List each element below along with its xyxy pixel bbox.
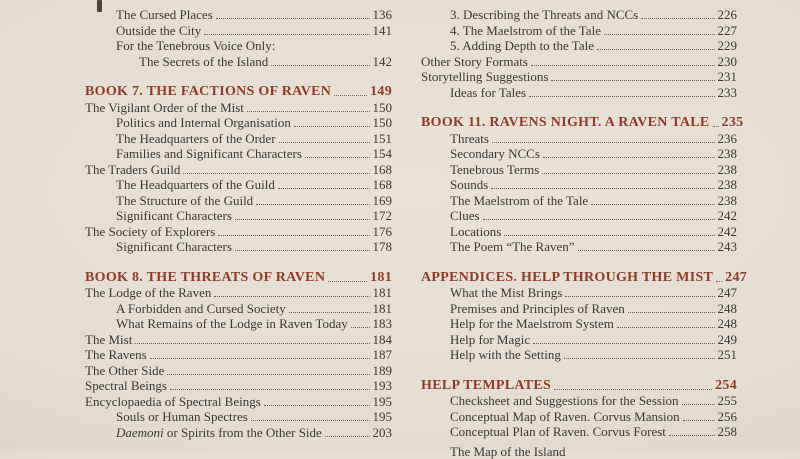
dot-leader bbox=[294, 126, 370, 127]
toc-entry bbox=[85, 208, 392, 224]
dot-leader bbox=[256, 204, 369, 205]
dot-leader bbox=[713, 126, 719, 127]
entry-label: Souls or Human Spectres bbox=[116, 409, 248, 425]
entry-label: The Mist bbox=[85, 332, 132, 348]
page-number: 169 bbox=[373, 193, 393, 209]
dot-leader bbox=[554, 389, 712, 390]
entry-label: Checksheet and Suggestions for the Session bbox=[450, 393, 679, 409]
page-number: 236 bbox=[718, 131, 738, 147]
page-number: 235 bbox=[722, 115, 744, 131]
entry-label: Help with the Setting bbox=[450, 347, 561, 363]
dot-leader bbox=[483, 219, 715, 220]
dot-leader bbox=[542, 173, 714, 174]
toc-entry bbox=[85, 332, 392, 348]
entry-label: The Structure of the Guild bbox=[116, 193, 253, 209]
dot-leader bbox=[150, 358, 370, 359]
entry-label bbox=[116, 425, 322, 441]
entry-label: HELP TEMPLATES bbox=[421, 378, 551, 394]
page-number: 181 bbox=[373, 301, 393, 317]
toc-entry bbox=[421, 224, 737, 240]
dot-leader bbox=[216, 18, 370, 19]
page-number: 178 bbox=[373, 239, 393, 255]
entry-label: The Map of the Island bbox=[450, 444, 566, 459]
toc-entry bbox=[85, 425, 392, 441]
page-number: 168 bbox=[373, 177, 393, 193]
toc-entry bbox=[421, 332, 737, 348]
toc-entry bbox=[421, 146, 737, 162]
dot-leader bbox=[247, 111, 370, 112]
dot-leader bbox=[504, 235, 714, 236]
dot-leader bbox=[325, 436, 370, 437]
toc-entry bbox=[421, 23, 737, 39]
dot-leader bbox=[531, 65, 715, 66]
toc-entry bbox=[421, 7, 737, 23]
page-number: 242 bbox=[718, 208, 738, 224]
dot-leader bbox=[551, 80, 714, 81]
entry-label: Spectral Beings bbox=[85, 378, 167, 394]
entry-label: Help for the Maelstrom System bbox=[450, 316, 614, 332]
entry-label: The Lodge of the Raven bbox=[85, 285, 211, 301]
dot-leader bbox=[604, 34, 715, 35]
entry-label: The Society of Explorers bbox=[85, 224, 215, 240]
page-number: 141 bbox=[373, 23, 393, 39]
page-number: 230 bbox=[718, 54, 738, 70]
dot-leader bbox=[491, 188, 714, 189]
entry-label-rest: or Spirits from the Other Side bbox=[164, 425, 322, 440]
entry-label: The Secrets of the Island bbox=[139, 54, 268, 70]
entry-label: BOOK 11. RAVENS NIGHT. A RAVEN TALE bbox=[421, 115, 710, 131]
toc-entry bbox=[421, 409, 737, 425]
page-number: 151 bbox=[373, 131, 393, 147]
toc-entry bbox=[421, 162, 737, 178]
page-number: 184 bbox=[373, 332, 393, 348]
page-number: 238 bbox=[718, 162, 738, 178]
entry-label: Sounds bbox=[450, 177, 488, 193]
page-number: 258 bbox=[718, 424, 738, 440]
entry-label: BOOK 8. THE THREATS OF RAVEN bbox=[85, 270, 325, 286]
dot-leader bbox=[529, 96, 714, 97]
dot-leader bbox=[204, 34, 369, 35]
page-number: 238 bbox=[718, 177, 738, 193]
dot-leader bbox=[564, 358, 715, 359]
page-number: 229 bbox=[718, 38, 738, 54]
entry-label: Encyclopaedia of Spectral Beings bbox=[85, 394, 261, 410]
entry-label: For the Tenebrous Voice Only: bbox=[116, 38, 275, 54]
toc-entry bbox=[85, 131, 392, 147]
toc-entry bbox=[85, 409, 392, 425]
page-number: 251 bbox=[718, 347, 738, 363]
entry-label: 5. Adding Depth to the Tale bbox=[450, 38, 594, 54]
entry-label: Threats bbox=[450, 131, 489, 147]
page-number: 193 bbox=[373, 378, 393, 394]
toc-entry bbox=[421, 285, 737, 301]
page-number: 195 bbox=[373, 394, 393, 410]
page-number: 231 bbox=[718, 69, 738, 85]
dot-leader bbox=[682, 404, 715, 405]
dot-leader bbox=[334, 95, 367, 96]
dot-leader bbox=[305, 157, 370, 158]
dot-leader bbox=[683, 420, 715, 421]
entry-label: Clues bbox=[450, 208, 480, 224]
entry-label: The Vigilant Order of the Mist bbox=[85, 100, 244, 116]
entry-label: 3. Describing the Threats and NCCs bbox=[450, 7, 638, 23]
toc-entry bbox=[421, 444, 737, 459]
toc-entry bbox=[421, 316, 737, 332]
page-number: 136 bbox=[373, 7, 393, 23]
page-number: 149 bbox=[370, 84, 392, 100]
toc-left-column bbox=[85, 7, 392, 440]
dot-leader bbox=[533, 343, 714, 344]
page-number: 195 bbox=[373, 409, 393, 425]
entry-label: What the Mist Brings bbox=[450, 285, 562, 301]
dot-leader bbox=[597, 49, 715, 50]
entry-label: Tenebrous Terms bbox=[450, 162, 539, 178]
dot-leader bbox=[669, 435, 715, 436]
page-number: 181 bbox=[373, 285, 393, 301]
toc-heading bbox=[421, 270, 737, 286]
toc-entry bbox=[421, 239, 737, 255]
dot-leader bbox=[351, 327, 370, 328]
dot-leader bbox=[641, 18, 714, 19]
page-number: 238 bbox=[718, 193, 738, 209]
dot-leader bbox=[135, 343, 369, 344]
toc-entry bbox=[421, 85, 737, 101]
page-number: 172 bbox=[373, 208, 393, 224]
toc-entry bbox=[421, 347, 737, 363]
dot-leader bbox=[183, 173, 369, 174]
toc-right-column bbox=[421, 7, 737, 459]
dot-leader bbox=[271, 65, 369, 66]
entry-label: The Poem “The Raven” bbox=[450, 239, 575, 255]
toc-entry bbox=[85, 347, 392, 363]
dot-leader bbox=[628, 312, 715, 313]
toc-heading bbox=[85, 84, 392, 100]
entry-label: Significant Characters bbox=[116, 239, 232, 255]
entry-label: The Ravens bbox=[85, 347, 147, 363]
toc-entry bbox=[85, 177, 392, 193]
dot-leader bbox=[492, 142, 715, 143]
page-number: 242 bbox=[718, 224, 738, 240]
page-number: 226 bbox=[718, 7, 738, 23]
entry-label: APPENDICES. HELP THROUGH THE MIST bbox=[421, 270, 713, 286]
toc-entry bbox=[85, 239, 392, 255]
toc-entry bbox=[85, 363, 392, 379]
dot-leader bbox=[278, 188, 370, 189]
entry-label: The Traders Guild bbox=[85, 162, 180, 178]
toc-entry bbox=[85, 100, 392, 116]
page-number: 248 bbox=[718, 316, 738, 332]
page-number: 247 bbox=[718, 285, 738, 301]
entry-label: Premises and Principles of Raven bbox=[450, 301, 625, 317]
toc-entry bbox=[85, 162, 392, 178]
toc-entry bbox=[85, 193, 392, 209]
toc-entry bbox=[85, 23, 392, 39]
dot-leader bbox=[214, 296, 369, 297]
entry-label: Other Story Formats bbox=[421, 54, 528, 70]
page-number: 243 bbox=[718, 239, 738, 255]
toc-entry bbox=[421, 208, 737, 224]
entry-label: BOOK 7. THE FACTIONS OF RAVEN bbox=[85, 84, 331, 100]
toc-entry bbox=[85, 224, 392, 240]
entry-label: A Forbidden and Cursed Society bbox=[116, 301, 286, 317]
dot-leader bbox=[235, 250, 370, 251]
entry-label-italic: Daemoni bbox=[116, 425, 164, 440]
dot-leader bbox=[578, 250, 715, 251]
dot-leader bbox=[543, 157, 715, 158]
dot-leader bbox=[591, 204, 714, 205]
page-number: 247 bbox=[725, 270, 747, 286]
dot-leader bbox=[565, 296, 714, 297]
entry-label: Ideas for Tales bbox=[450, 85, 526, 101]
entry-label: Storytelling Suggestions bbox=[421, 69, 548, 85]
toc-entry bbox=[85, 146, 392, 162]
page-number: 238 bbox=[718, 146, 738, 162]
page-number: 255 bbox=[718, 393, 738, 409]
toc-entry bbox=[85, 301, 392, 317]
toc-entry bbox=[85, 54, 392, 70]
entry-label: Secondary NCCs bbox=[450, 146, 540, 162]
toc-entry bbox=[85, 378, 392, 394]
page-number: 150 bbox=[373, 115, 393, 131]
dot-leader bbox=[170, 389, 370, 390]
dot-leader bbox=[289, 312, 370, 313]
toc-entry bbox=[421, 193, 737, 209]
toc-entry bbox=[421, 54, 737, 70]
page-number: 256 bbox=[718, 409, 738, 425]
toc-entry bbox=[421, 69, 737, 85]
dot-leader bbox=[218, 235, 369, 236]
page-number: 233 bbox=[718, 85, 738, 101]
entry-label: The Headquarters of the Guild bbox=[116, 177, 275, 193]
toc-entry bbox=[85, 285, 392, 301]
toc-entry bbox=[85, 115, 392, 131]
toc-entry bbox=[421, 131, 737, 147]
dot-leader bbox=[716, 281, 722, 282]
dot-leader bbox=[264, 405, 370, 406]
toc-entry bbox=[85, 394, 392, 410]
page-number: 181 bbox=[370, 270, 392, 286]
page-number: 187 bbox=[373, 347, 393, 363]
toc-entry bbox=[421, 393, 737, 409]
page-number: 203 bbox=[373, 425, 393, 441]
entry-label: The Maelstrom of the Tale bbox=[450, 193, 588, 209]
toc-entry bbox=[421, 424, 737, 440]
page-number: 189 bbox=[373, 363, 393, 379]
page-number: 249 bbox=[718, 332, 738, 348]
page-number: 254 bbox=[715, 378, 737, 394]
entry-label: Families and Significant Characters bbox=[116, 146, 302, 162]
toc-entry bbox=[85, 316, 392, 332]
entry-label: Significant Characters bbox=[116, 208, 232, 224]
toc-heading bbox=[85, 270, 392, 286]
entry-label: The Cursed Places bbox=[116, 7, 213, 23]
dot-leader bbox=[279, 142, 370, 143]
page-number: 183 bbox=[373, 316, 393, 332]
entry-label: Politics and Internal Organisation bbox=[116, 115, 291, 131]
entry-label: Locations bbox=[450, 224, 501, 240]
toc-entry bbox=[421, 177, 737, 193]
toc-heading bbox=[421, 378, 737, 394]
page-number: 227 bbox=[718, 23, 738, 39]
toc-entry bbox=[85, 7, 392, 23]
toc-entry bbox=[421, 301, 737, 317]
entry-label: Conceptual Plan of Raven. Corvus Forest bbox=[450, 424, 666, 440]
entry-label: The Other Side bbox=[85, 363, 164, 379]
toc-entry bbox=[85, 38, 392, 54]
dot-leader bbox=[167, 374, 369, 375]
page-number: 248 bbox=[718, 301, 738, 317]
page-number: 150 bbox=[373, 100, 393, 116]
entry-label: 4. The Maelstrom of the Tale bbox=[450, 23, 601, 39]
page-number: 154 bbox=[373, 146, 393, 162]
dot-leader bbox=[328, 281, 367, 282]
entry-label: Outside the City bbox=[116, 23, 201, 39]
page-number: 168 bbox=[373, 162, 393, 178]
dot-leader bbox=[235, 219, 370, 220]
dot-leader bbox=[617, 327, 715, 328]
entry-label: Conceptual Map of Raven. Corvus Mansion bbox=[450, 409, 680, 425]
page-number: 142 bbox=[373, 54, 393, 70]
entry-label: Help for Magic bbox=[450, 332, 530, 348]
dot-leader bbox=[251, 420, 370, 421]
entry-label: The Headquarters of the Order bbox=[116, 131, 276, 147]
toc-entry bbox=[421, 38, 737, 54]
toc-heading bbox=[421, 115, 737, 131]
page-number: 176 bbox=[373, 224, 393, 240]
entry-label: What Remains of the Lodge in Raven Today bbox=[116, 316, 348, 332]
